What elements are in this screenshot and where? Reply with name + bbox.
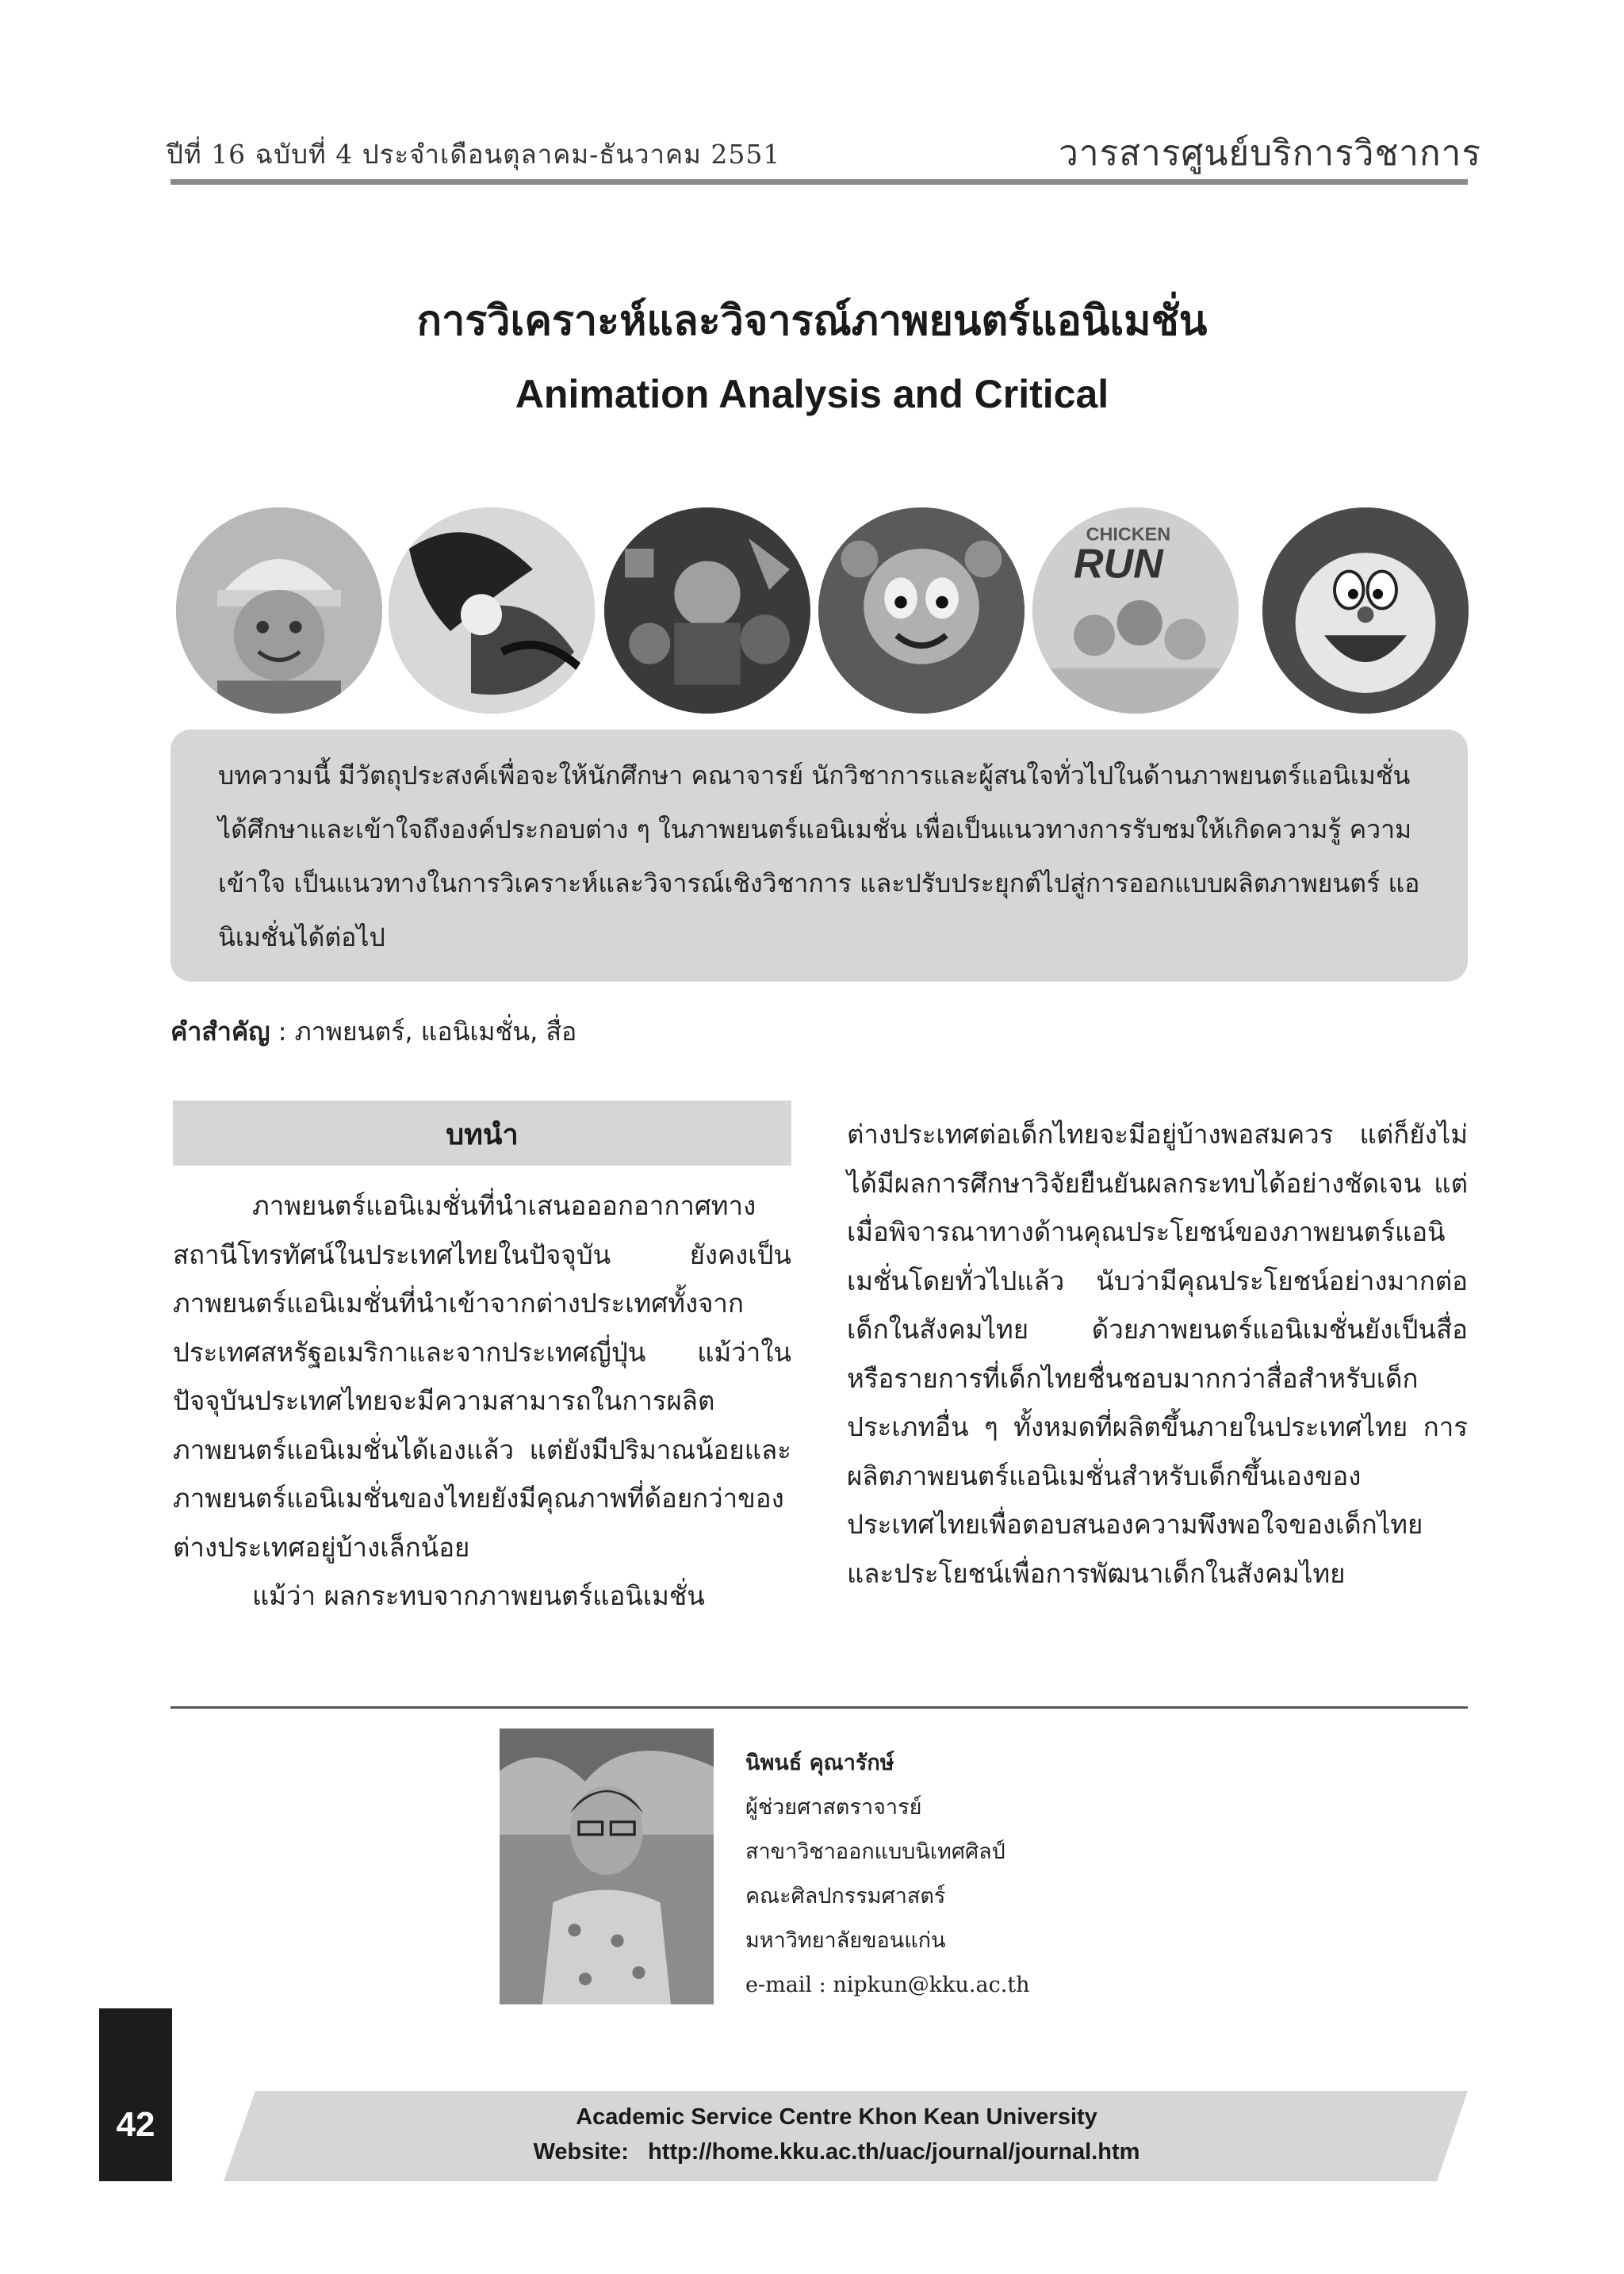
author-photo <box>500 1728 714 2004</box>
author-position: ผู้ช่วยศาสตราจารย์ <box>745 1795 922 1820</box>
keywords-label: คำสำคัญ <box>170 1016 270 1047</box>
poster-text-run: RUN <box>1074 541 1163 588</box>
author-university: มหาวิทยาลัยขอนแก่น <box>745 1928 946 1953</box>
cartoon-image-3 <box>604 507 810 714</box>
cartoon-image-5 <box>1032 507 1239 714</box>
keywords-separator: : <box>270 1016 295 1047</box>
author-name: นิพนธ์ คุณารักษ์ <box>745 1751 894 1775</box>
keywords <box>170 1012 576 1052</box>
keywords-values: ภาพยนตร์, แอนิเมชั่น, สื่อ <box>294 1016 577 1047</box>
author-divider <box>170 1706 1468 1709</box>
footer-institution: Academic Service Centre Khon Kean University <box>576 2104 1097 2130</box>
author-email: e-mail : nipkun@kku.ac.th <box>745 1973 1030 1997</box>
author-faculty: คณะศิลปกรรมศาสตร์ <box>745 1884 946 1908</box>
author-department: สาขาวิชาออกแบบนิเทศศิลป์ <box>745 1839 1005 1864</box>
author-info <box>745 1741 1030 2008</box>
cartoon-image-1 <box>176 507 382 714</box>
header-rule <box>170 179 1468 185</box>
article-title-english: Animation Analysis and Critical <box>515 372 1109 416</box>
journal-name: วารสารศูนย์บริการวิชาการ <box>1059 133 1481 174</box>
paragraph: ต่างประเทศต่อเด็กไทยจะมีอยู่บ้างพอสมควร แต่ก็ยังไม่ได้มีผลการศึกษาวิจัยยืนยันผลกระทบได้อย่างชัดเจน แต่เมื่อพิจารณาทางด้านคุณประโยชน์ของภาพยนตร์แอนิเมชั่นโดยทั่วไปแล้ว นับว่ามีคุณประโยชน์อย่างมากต่อเด็กในสังคมไทย ด้วยภาพยนตร์แอนิเมชั่นยังเป็นสื่อ หรือรายการที่เด็กไทยชื่นชอบมากกว่าสื่อสำหรับเด็กประเภทอื่น ๆ ทั้งหมดที่ผลิตขึ้นภายในประเทศไทย การผลิตภาพยนตร์แอนิเมชั่นสำหรับเด็กขึ้นเองของประเทศไทยเพื่อตอบสนองความพึงพอใจของเด็กไทย และประโยชน์เพื่อการพัฒนาเด็กในสังคมไทย <box>847 1119 1468 1589</box>
intro-heading: บทนำ <box>446 1119 519 1151</box>
cartoon-image-4 <box>818 507 1025 714</box>
footer-website: Website: http://home.kku.ac.th/uac/journal/journal.htm <box>533 2139 1140 2165</box>
paragraph: ภาพยนตร์แอนิเมชั่นที่นำเสนอออกอากาศทางสถานีโทรทัศน์ในประเทศไทยในปัจจุบัน ยังคงเป็นภาพยนตร์แอนิเมชั่นที่นำเข้าจากต่างประเทศทั้งจากประเทศสหรัฐอเมริกาและจากประเทศญี่ปุ่น แม้ว่าในปัจจุบันประเทศไทยจะมีความสามารถในการผลิตภาพยนตร์แอนิเมชั่นได้เองแล้ว แต่ยังมีปริมาณน้อยและภาพยนตร์แอนิเมชั่นของไทยยังมีคุณภาพที่ด้อยกว่าของต่างประเทศอยู่บ้างเล็กน้อย <box>173 1190 791 1563</box>
cartoon-image-6 <box>1262 507 1469 714</box>
page-number: 42 <box>116 2105 155 2144</box>
page-number-tab <box>99 2008 172 2181</box>
abstract-text: บทความนี้ มีวัตถุประสงค์เพื่อจะให้นักศึกษา คณาจารย์ นักวิชาการและผู้สนใจทั่วไปในด้านภาพยนตร์แอนิเมชั่น ได้ศึกษาและเข้าใจถึงองค์ประกอบต่าง ๆ ในภาพยนตร์แอนิเมชั่น เพื่อเป็นแนวทางการรับชมให้เกิดความรู้ ความเข้าใจ เป็นแนวทางในการวิเคราะห์และวิจารณ์เชิงวิชาการ และปรับประยุกต์ไปสู่การออกแบบผลิตภาพยนตร์ แอนิเมชั่นได้ต่อไป <box>218 760 1420 952</box>
article-title-thai: การวิเคราะห์และวิจารณ์ภาพยนตร์แอนิเมชั่น <box>416 297 1208 345</box>
cartoon-image-2 <box>389 507 595 714</box>
poster-text-top: CHICKEN <box>1086 523 1171 545</box>
issue-info: ปีที่ 16 ฉบับที่ 4 ประจำเดือนตุลาคม-ธันวาคม 2551 <box>167 139 781 170</box>
body-column-left <box>173 1181 791 1621</box>
body-column-right <box>847 1110 1468 1598</box>
paragraph: แม้ว่า ผลกระทบจากภาพยนตร์แอนิเมชั่น <box>252 1580 705 1611</box>
